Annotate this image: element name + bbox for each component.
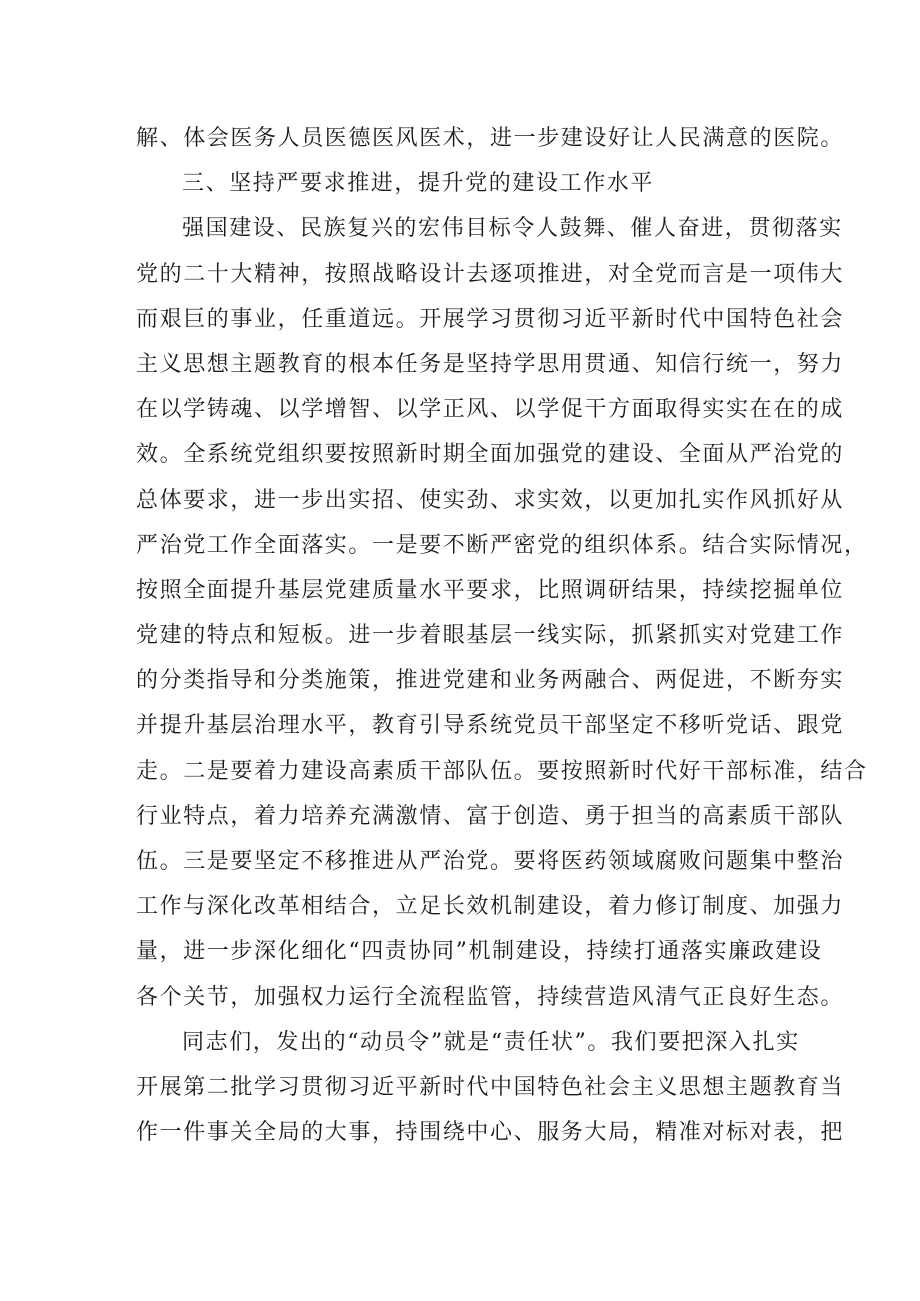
paragraph-line: 在以学铸魂、以学增智、以学正风、以学促干方面取得实实在在的成 (136, 397, 845, 423)
paragraph-line: 工作与深化改革相结合，立足长效机制建设，着力修订制度、加强力 (136, 894, 845, 920)
paragraph-line: 党建的特点和短板。进一步着眼基层一线实际，抓紧抓实对党建工作 (136, 623, 845, 649)
paragraph-line: 并提升基层治理水平，教育引导系统党员干部坚定不移听党话、跟党 (136, 713, 845, 739)
paragraph-line: 开展第二批学习贯彻习近平新时代中国特色社会主义思想主题教育当 (136, 1074, 845, 1100)
paragraph-line: 效。全系统党组织要按照新时期全面加强党的建设、全面从严治党的 (136, 442, 845, 468)
paragraph-line: 走。二是要着力建设高素质干部队伍。要按照新时代好干部标准，结合 (136, 758, 868, 784)
paragraph-line: 而艰巨的事业，任重道远。开展学习贯彻习近平新时代中国特色社会 (136, 306, 845, 332)
paragraph-line: 严治党工作全面落实。一是要不断严密党的组织体系。结合实际情况， (136, 532, 868, 558)
paragraph-line: 解、体会医务人员医德医风医术，进一步建设好让人民满意的医院。 (136, 126, 845, 151)
paragraph-line: 伍。三是要坚定不移推进从严治党。要将医药领域腐败问题集中整治 (136, 849, 845, 874)
paragraph-line: 各个关节，加强权力运行全流程监管，持续营造风清气正良好生态。 (136, 984, 845, 1010)
paragraph-line: 主义思想主题教育的根本任务是坚持学思用贯通、知信行统一，努力 (136, 351, 845, 377)
paragraph-line: 的分类指导和分类施策，推进党建和业务两融合、两促进，不断夯实 (136, 668, 845, 694)
paragraph-line: 作一件事关全局的大事，持围绕中心、服务大局，精准对标对表，把 (136, 1120, 845, 1146)
paragraph-line: 总体要求，进一步出实招、使实劲、求实效，以更加扎实作风抓好从 (136, 487, 845, 513)
document-body (136, 116, 868, 1155)
paragraph-line: 量，进一步深化细化“四责协同”机制建设，持续打通落实廉政建设 (136, 939, 823, 965)
paragraph-line: 按照全面提升基层党建质量水平要求，比照调研结果，持续挖掘单位 (136, 577, 845, 603)
paragraph-line: 强国建设、民族复兴的宏伟目标令人鼓舞、催人奋进，贯彻落实 (182, 216, 843, 242)
paragraph-line: 行业特点，着力培养充满激情、富于创造、勇于担当的高素质干部队 (136, 803, 845, 829)
section-heading: 三、坚持严要求推进，提升党的建设工作水平 (182, 171, 655, 197)
paragraph-line: 党的二十大精神，按照战略设计去逐项推进，对全党而言是一项伟大 (136, 261, 845, 287)
paragraph-line: 同志们，发出的“动员令”就是“责任状”。我们要把深入扎实 (182, 1029, 800, 1055)
